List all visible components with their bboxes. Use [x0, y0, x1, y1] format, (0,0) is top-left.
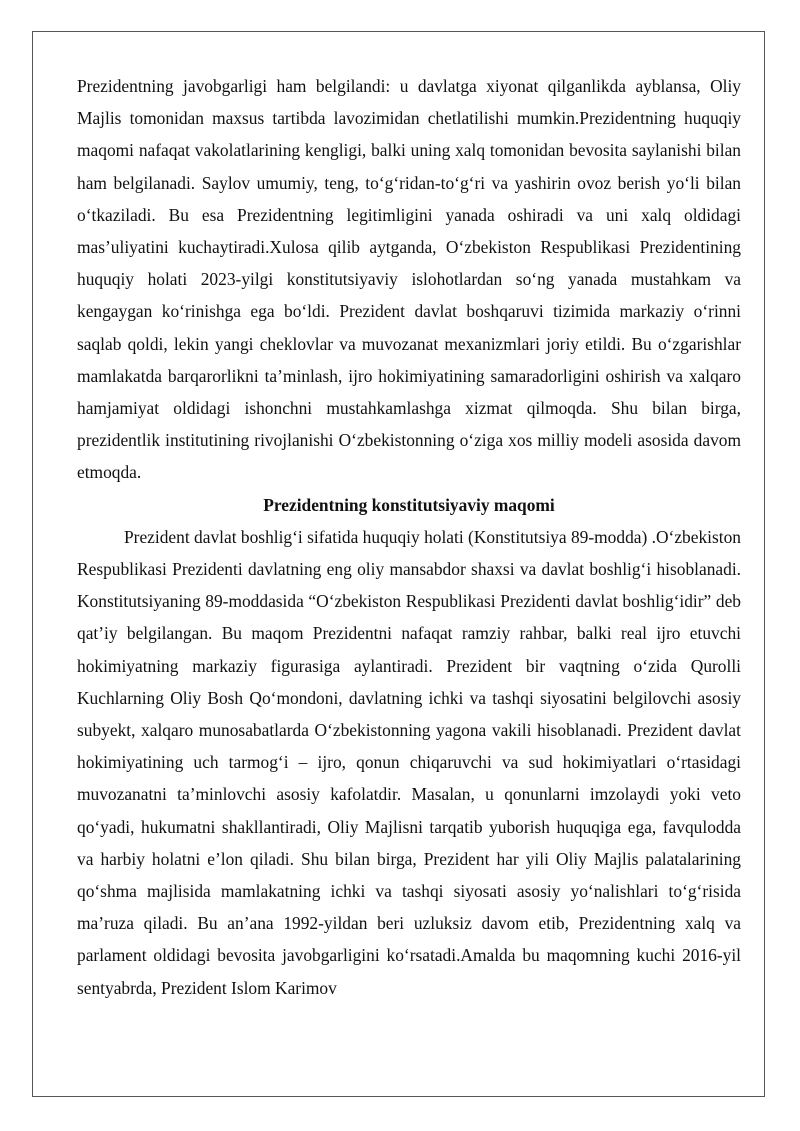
document-body	[77, 70, 741, 1004]
paragraph: Prezidentning javobgarligi ham belgilandi: u davlatga xiyonat qilganlikda ayblansa, Oliy Majlis tomonidan maxsus tartibda lavozimidan chetlatilishi mumkin.Prezidentning huquqiy maqomi nafaqat vakolatlarining kengligi, balki uning xalq tomonidan bevosita saylanishi bilan ham belgilanadi. Saylov umumiy, teng, to‘g‘ridan-to‘g‘ri va yashirin ovoz berish yo‘li bilan o‘tkaziladi. Bu esa Prezidentning legitimligini yanada oshiradi va uni xalq oldidagi mas’uliyatini kuchaytiradi.Xulosa qilib aytganda, O‘zbekiston Respublikasi Prezidentining huquqiy holati 2023-yilgi konstitutsiyaviy islohotlardan so‘ng yanada mustahkam va kengaygan ko‘rinishga ega bo‘ldi. Prezident davlat boshqaruvi tizimida markaziy o‘rinni saqlab qoldi, lekin yangi cheklovlar va muvozanat mexanizmlari joriy etildi. Bu o‘zgarishlar mamlakatda barqarorlikni ta’minlash, ijro hokimiyatining samaradorligini oshirish va xalqaro hamjamiyat oldidagi ishonchni mustahkamlashga xizmat qilmoqda. Shu bilan birga, prezidentlik institutining rivojlanishi O‘zbekistonning o‘ziga xos milliy modeli asosida davom etmoqda.	[77, 76, 741, 483]
paragraph: Prezident davlat boshlig‘i sifatida huquqiy holati (Konstitutsiya 89-modda) .O‘zbekiston Respublikasi Prezidenti davlatning eng oliy mansabdor shaxsi va davlat boshlig‘i hisoblanadi. Konstitutsiyaning 89-moddasida “O‘zbekiston Respublikasi Prezidenti davlat boshlig‘idir” deb qat’iy belgilangan. Bu maqom Prezidentni nafaqat ramziy rahbar, balki real ijro etuvchi hokimiyatning markaziy figurasiga aylantiradi. Prezident bir vaqtning o‘zida Qurolli Kuchlarning Oliy Bosh Qo‘mondoni, davlatning ichki va tashqi siyosatini belgilovchi asosiy subyekt, xalqaro munosabatlarda O‘zbekistonning yagona vakili hisoblanadi. Prezident davlat hokimiyatining uch tarmog‘i – ijro, qonun chiqaruvchi va sud hokimiyatlari o‘rtasidagi muvozanatni ta’minlovchi asosiy kafolatdir. Masalan, u qonunlarni imzolaydi yoki veto qo‘yadi, hukumatni shakllantiradi, Oliy Majlisni tarqatib yuborish huquqiga ega, favqulodda va harbiy holatni e’lon qiladi. Shu bilan birga, Prezident har yili Oliy Majlis palatalarining qo‘shma majlisida mamlakatning ichki va tashqi siyosati asosiy yo‘nalishlari to‘g‘risida ma’ruza qiladi. Bu an’ana 1992-yildan beri uzluksiz davom etib, Prezidentning xalq va parlament oldidagi bevosita javobgarligini ko‘rsatadi.Amalda bu maqomning kuchi 2016-yil sentyabrda, Prezident Islom Karimov	[77, 526, 741, 998]
section-heading: Prezidentning konstitutsiyaviy maqomi	[263, 494, 555, 515]
